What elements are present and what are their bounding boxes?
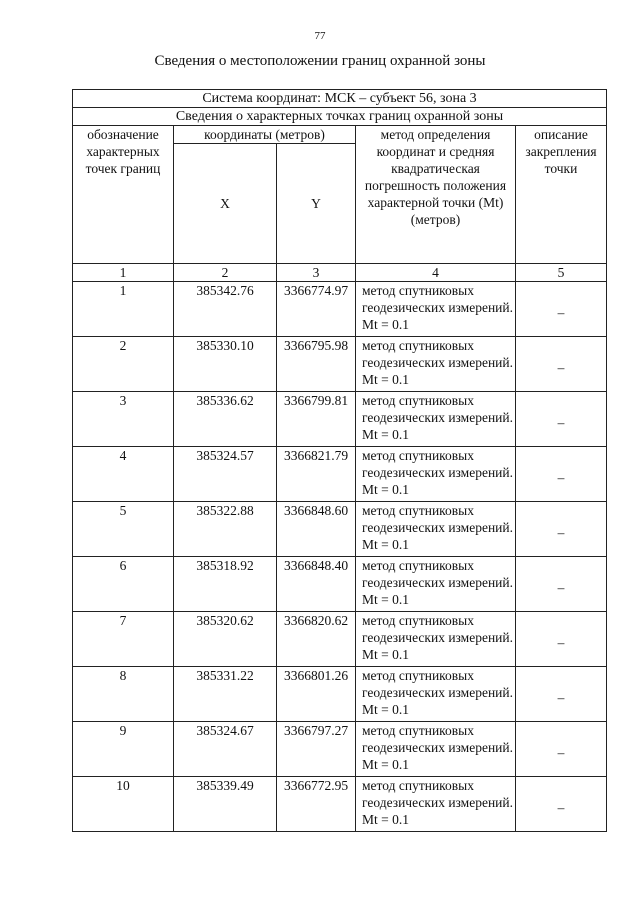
description-dash: –: [557, 579, 565, 595]
coord-y: 3366801.26: [277, 667, 356, 722]
coord-y: 3366848.40: [277, 557, 356, 612]
header-method: метод определения координат и средняя квадратическая погрешность положения характерной точки (Mt) (метров): [356, 126, 516, 264]
column-number: 2: [174, 264, 277, 282]
coord-x: 385336.62: [174, 392, 277, 447]
method-text: метод спутниковых геодезических измерений. Mt = 0.1: [356, 557, 516, 612]
coordinate-system-label: Система координат: МСК – субъект 56, зона 3: [73, 90, 607, 108]
coord-x: 385324.67: [174, 722, 277, 777]
table-row: [73, 282, 607, 337]
column-number: 5: [516, 264, 607, 282]
coord-x: 385324.57: [174, 447, 277, 502]
point-number: 7: [73, 612, 174, 667]
table-subtitle: Сведения о характерных точках границ охранной зоны: [73, 108, 607, 126]
table-row: [73, 612, 607, 667]
point-number: 10: [73, 777, 174, 832]
column-number: 3: [277, 264, 356, 282]
method-text: метод спутниковых геодезических измерений. Mt = 0.1: [356, 392, 516, 447]
table-row: [73, 447, 607, 502]
table-row: [73, 557, 607, 612]
table-row: [73, 392, 607, 447]
coord-y: 3366821.79: [277, 447, 356, 502]
point-number: 4: [73, 447, 174, 502]
point-number: 2: [73, 337, 174, 392]
coord-y: 3366772.95: [277, 777, 356, 832]
point-number: 1: [73, 282, 174, 337]
table-row: [73, 722, 607, 777]
description-dash: –: [557, 359, 565, 375]
coord-x: 385320.62: [174, 612, 277, 667]
header-description: описание закрепления точки: [516, 126, 607, 264]
table-row: [73, 502, 607, 557]
coord-y: 3366795.98: [277, 337, 356, 392]
description-dash: –: [557, 469, 565, 485]
description-dash: –: [557, 304, 565, 320]
table-subtitle-row: [73, 108, 607, 126]
point-number: 3: [73, 392, 174, 447]
method-text: метод спутниковых геодезических измерений. Mt = 0.1: [356, 777, 516, 832]
column-number-row: [73, 264, 607, 282]
point-number: 5: [73, 502, 174, 557]
description-dash: –: [557, 744, 565, 760]
description-dash: –: [557, 524, 565, 540]
method-text: метод спутниковых геодезических измерений. Mt = 0.1: [356, 447, 516, 502]
page-number: 77: [314, 30, 326, 42]
boundary-points-table: [72, 89, 607, 832]
point-number: 9: [73, 722, 174, 777]
point-number: 6: [73, 557, 174, 612]
description-dash: –: [557, 634, 565, 650]
coord-x: 385339.49: [174, 777, 277, 832]
point-number: 8: [73, 667, 174, 722]
coord-x: 385342.76: [174, 282, 277, 337]
header-y: Y: [277, 144, 356, 264]
coord-y: 3366848.60: [277, 502, 356, 557]
method-text: метод спутниковых геодезических измерений. Mt = 0.1: [356, 282, 516, 337]
description-dash: –: [557, 414, 565, 430]
method-text: метод спутниковых геодезических измерений. Mt = 0.1: [356, 722, 516, 777]
method-text: метод спутниковых геодезических измерений. Mt = 0.1: [356, 612, 516, 667]
coord-y: 3366820.62: [277, 612, 356, 667]
method-text: метод спутниковых геодезических измерений. Mt = 0.1: [356, 667, 516, 722]
header-coords: координаты (метров): [174, 126, 356, 144]
column-number: 4: [356, 264, 516, 282]
description-dash: –: [557, 689, 565, 705]
column-number: 1: [73, 264, 174, 282]
table-row: [73, 667, 607, 722]
coord-x: 385318.92: [174, 557, 277, 612]
header-row: [73, 126, 607, 144]
coord-x: 385322.88: [174, 502, 277, 557]
coord-x: 385330.10: [174, 337, 277, 392]
coord-y: 3366774.97: [277, 282, 356, 337]
coord-x: 385331.22: [174, 667, 277, 722]
description-dash: –: [557, 799, 565, 815]
coordinate-system-row: [73, 90, 607, 108]
document-title: Сведения о местоположении границ охранной зоны: [154, 53, 486, 69]
method-text: метод спутниковых геодезических измерений. Mt = 0.1: [356, 502, 516, 557]
method-text: метод спутниковых геодезических измерений. Mt = 0.1: [356, 337, 516, 392]
header-x: X: [174, 144, 277, 264]
table-row: [73, 777, 607, 832]
coord-y: 3366797.27: [277, 722, 356, 777]
table-row: [73, 337, 607, 392]
header-point: обозначение характерных точек границ: [73, 126, 174, 264]
coord-y: 3366799.81: [277, 392, 356, 447]
